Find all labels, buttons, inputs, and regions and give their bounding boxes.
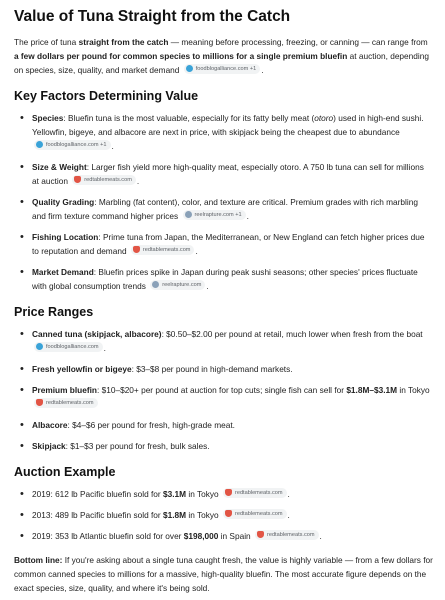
list-item: • Fresh yellowfin or bigeye: $3–$8 per pound in high-demand markets. bbox=[32, 362, 433, 376]
price-ranges-list bbox=[14, 327, 433, 453]
key-factors-heading: Key Factors Determining Value bbox=[14, 89, 199, 103]
reelrapture-favicon-icon bbox=[152, 281, 159, 288]
list-item: • Species: Bluefin tuna is the most valuable, especially for its fatty belly meat (otoro) used in high-end sushi. Yellowfin, bigeye, and albacore are next in price, with skipjack being the cheapest due to abundance foodblogalliance.com +1 . bbox=[32, 111, 433, 153]
source-chip[interactable]: foodblogalliance.com +1 bbox=[34, 140, 111, 150]
source-chip[interactable]: reelrapture.com bbox=[150, 280, 205, 290]
redtablemeats-favicon-icon bbox=[225, 510, 232, 517]
list-item: • Quality Grading: Marbling (fat content), color, and texture are critical. Premium grades with rich marbling and firm texture command higher prices reelrapture.com +1 . bbox=[32, 195, 433, 223]
page-title: Value of Tuna Straight from the Catch bbox=[14, 8, 291, 25]
price-ranges-heading: Price Ranges bbox=[14, 305, 94, 319]
list-item: • Canned tuna (skipjack, albacore): $0.50–$2.00 per pound at retail, much lower when fresh from the boat foodblogalliance.com . bbox=[32, 327, 433, 355]
redtablemeats-favicon-icon bbox=[257, 531, 264, 538]
source-chip[interactable]: reelrapture.com +1 bbox=[183, 210, 246, 220]
list-item: • Fishing Location: Prime tuna from Japan, the Mediterranean, or New England can fetch higher prices due to reputation and demand redtablemeats.com . bbox=[32, 230, 433, 258]
foodblogalliance-favicon-icon bbox=[36, 343, 43, 350]
source-chip[interactable]: redtablemeats.com bbox=[131, 245, 195, 255]
list-item: • Size & Weight: Larger fish yield more high-quality meat, especially otoro. A 750 lb tuna can sell for millions at auction redtablemeats.com . bbox=[32, 160, 433, 188]
auction-list bbox=[14, 487, 433, 543]
foodblogalliance-favicon-icon bbox=[36, 141, 43, 148]
list-item: • 2019: 353 lb Atlantic bluefin sold for over $198,000 in Spain redtablemeats.com . bbox=[32, 529, 433, 543]
source-chip[interactable]: redtablemeats.com bbox=[255, 530, 319, 540]
redtablemeats-favicon-icon bbox=[133, 246, 140, 253]
intro-paragraph: The price of tuna straight from the catch — meaning before processing, freezing, or canning — can range from a few dollars per pound for common species to millions for a single premium bluefin at auction, depending on species, size, quality, and market demand foodblogalliance.com +1 . bbox=[14, 37, 429, 75]
redtablemeats-favicon-icon bbox=[36, 399, 43, 406]
auction-example-heading: Auction Example bbox=[14, 465, 116, 479]
list-item: • 2019: 612 lb Pacific bluefin sold for $3.1M in Tokyo redtablemeats.com . bbox=[32, 487, 433, 501]
list-item: • 2013: 489 lb Pacific bluefin sold for $1.8M in Tokyo redtablemeats.com . bbox=[32, 508, 433, 522]
redtablemeats-favicon-icon bbox=[74, 176, 81, 183]
foodblogalliance-favicon-icon bbox=[186, 65, 193, 72]
list-item: • Premium bluefin: $10–$20+ per pound at auction for top cuts; single fish can sell for $1.8M–$3.1M in Tokyo redtablemeats.com bbox=[32, 383, 433, 411]
key-factors-list bbox=[14, 111, 433, 293]
list-item: • Albacore: $4–$6 per pound for fresh, high-grade meat. bbox=[32, 418, 433, 432]
list-item: • Skipjack: $1–$3 per pound for fresh, bulk sales. bbox=[32, 439, 433, 453]
source-chip[interactable]: redtablemeats.com bbox=[223, 509, 287, 519]
source-chip[interactable]: redtablemeats.com bbox=[223, 488, 287, 498]
bottom-line-paragraph: Bottom line: If you're asking about a single tuna caught fresh, the value is highly variable — from a few dollars for common canned species to millions for a massive, high-quality bluefin. The most accurate figure depends on the exact species, size, quality, and where it's being sold. bbox=[14, 555, 433, 593]
list-item: • Market Demand: Bluefin prices spike in Japan during peak sushi seasons; other species' prices fluctuate with global consumption trends reelrapture.com . bbox=[32, 265, 433, 293]
source-chip[interactable]: redtablemeats.com bbox=[34, 398, 98, 408]
source-chip[interactable]: foodblogalliance.com bbox=[34, 342, 103, 352]
redtablemeats-favicon-icon bbox=[225, 489, 232, 496]
reelrapture-favicon-icon bbox=[185, 211, 192, 218]
source-chip[interactable]: foodblogalliance.com +1 bbox=[184, 64, 261, 74]
source-chip[interactable]: redtablemeats.com bbox=[72, 175, 136, 185]
